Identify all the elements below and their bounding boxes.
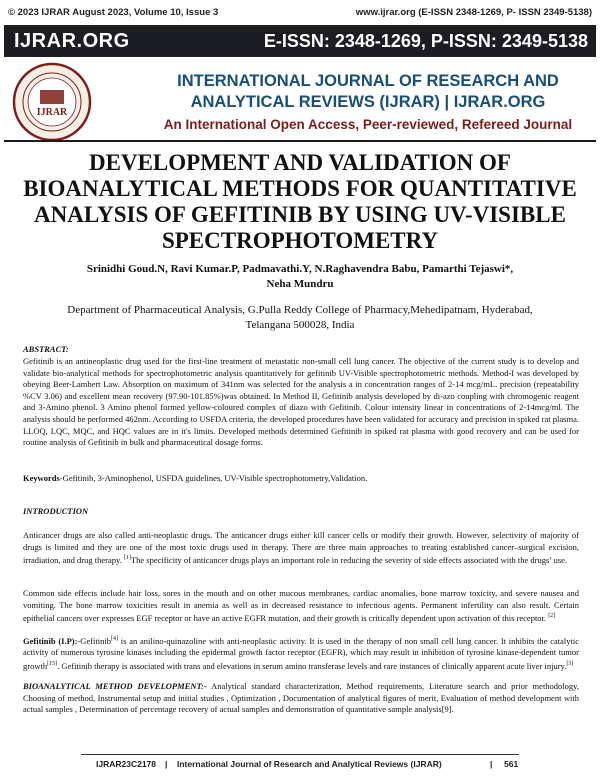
- journal-title-line1: INTERNATIONAL JOURNAL OF RESEARCH AND: [177, 72, 559, 90]
- banner-issn: E-ISSN: 2348-1269, P-ISSN: 2349-5138: [263, 31, 588, 51]
- gefitinib-paragraph: Gefitinib (I.P):-Gefitinib[4] is an anilino-quinazoline with anti-neoplastic activity. It is used in the therapy of non small cell lung cancer. It inhibits the catalytic activity of numerous tyrosine kinases including the epidermal growth factor receptor (EGFR), which may result in inhibition of tyrosine kinase-dependent tumor growth[15]. Gefitinib therapy is associated with trans and elevations in serum amino transferase levels and rare instances of clinically apparent acute liver injury.[3]: [23, 635, 579, 671]
- keywords: [23, 473, 579, 485]
- running-header-left: © 2023 IJRAR August 2023, Volume 10, Issue 3: [8, 7, 219, 18]
- ref-15: [15]: [47, 661, 58, 668]
- intro-heading: INTRODUCTION: [23, 506, 89, 516]
- intro-paragraph-1: Anticancer drugs are also called anti-neoplastic drugs. The anticancer drugs either kill cancer cells or modify their growth. However, selectivity of majority of drugs is limited and they are one of the most toxic drugs used in therapy. There are three main approaches to treating established cancer–surgical excision, irradiation, and drug therapy. [1]The specificity of anticancer drugs plays an important role in reducing the severity of side effects associated with the drugs’ use.: [23, 530, 579, 566]
- footer-separator-1: |: [165, 759, 168, 769]
- running-header: [8, 7, 592, 19]
- banner-site: IJRAR.ORG: [14, 30, 130, 52]
- ref-2: [2]: [548, 613, 556, 620]
- footer-journal: International Journal of Research and Analytical Reviews (IJRAR): [177, 759, 442, 769]
- affiliation-line2: Telangana 500028, India: [245, 319, 355, 331]
- page-footer: [0, 754, 600, 776]
- footer-paper-id: IJRAR23C2178: [96, 759, 157, 769]
- journal-title-line2: ANALYTICAL REVIEWS (IJRAR) | IJRAR.ORG: [190, 93, 546, 111]
- authors-line2: Neha Mundru: [266, 278, 334, 290]
- affiliation-line1: Department of Pharmaceutical Analysis, G.Pulla Reddy College of Pharmacy,Mehedipatnam, Hyderabad,: [67, 304, 533, 316]
- footer-separator-2: |: [490, 759, 493, 769]
- keywords-text: -Gefitinib, 3-Aminophenol, USFDA guidelines, UV-Visible spectrophotometry,Validation.: [59, 473, 368, 483]
- journal-subtitle: An International Open Access, Peer-reviewed, Refereed Journal: [163, 117, 573, 132]
- intro-paragraph-2: Common side effects include hair loss, sores in the mouth and on other mucous membranes, cardiac anomalies, bone marrow toxicity, and severe nausea and vomiting. The bone marrow toxicities result in anemia as well as in decreased resistance to infectious agents. Permanent infertility can also result. Certain epithelial cancers over expresses EGF receptor or have an active EGFR mutation, and their growth is critically dependent upon activation of this receptor. [2]: [23, 588, 579, 624]
- ref-3: [3]: [566, 661, 574, 668]
- gefitinib-label: Gefitinib (I.P):: [23, 635, 78, 646]
- authors-line1: Srinidhi Goud.N, Ravi Kumar.P, Padmavathi.Y, N.Raghavendra Babu, Pamarthi Tejaswi*,: [86, 263, 514, 275]
- header-divider: [4, 140, 596, 142]
- abstract-text: Gefitinib is an antineoplastic drug used for the first-line treatment of metastatic non-small cell lung cancer. The objective of the current study is to develop and validate bio-analytical methods for spectrophotometric analysis quantitatively for gefitinib UV-Visible spectrophotometric methods. Method-I was developed by obeying Beer-Lambert Law. Absorption on maximum of 341nm was selected for the analysis a in concentration ranges of 2-14 mcg/mL. precision (repeatability %CV 3.06) and excellent mean recovery (97.90-101.85%)was obtained. In Method II, Gefitinib analysis developed by di-azo coupling with chromogenic reagent and 3-Amino phenol. 3 Amino phenol formed yellow-coloured complex of diazo with Gefitinib. Colour intensity linear in concentrations of 2-14mcg/ml. The analysis should be performed 462nm. According to USFDA criteria, the developed procedures have been validated for accuracy and precision in spiked rat plasma. LLOQ, LQC, MQC, and HQC values are in it's limits. Developed methods determined Gefitinib in spiked rat plasma with good recovery and can be used for routine analysis of Gefitinib in bulk and pharmaceutical dosage forms.: [23, 356, 579, 448]
- logo-text: IJRAR: [36, 107, 68, 118]
- abstract-heading: ABSTRACT:: [23, 344, 69, 354]
- ref-1: [1]: [123, 555, 131, 562]
- authors: [30, 262, 570, 292]
- affiliation: [20, 303, 580, 333]
- keywords-label: Keywords: [23, 473, 60, 483]
- journal-banner: [4, 25, 596, 57]
- footer-page-number: 561: [504, 759, 519, 769]
- ref-4: [4]: [111, 636, 118, 642]
- running-header-right: www.ijrar.org (E-ISSN 2348-1269, P- ISSN 2349-5138): [355, 7, 592, 18]
- footer-rule: [81, 754, 519, 755]
- bioanalytical-label: BIOANALYTICAL METHOD DEVELOPMENT:-: [23, 681, 207, 691]
- bioanalytical-paragraph: BIOANALYTICAL METHOD DEVELOPMENT:- Analytical standard characterization, Method requirements, Literature search and prior methodology, Choosing of method, Instrumental setup and initial studies , Optimization , Documentation of analytical figures of merit, Evaluation of method development with actual samples , Determination of percentage recovery of actual samples and demonstration of quantitative sample analysis[9].: [23, 681, 579, 715]
- journal-logo: [12, 62, 92, 142]
- paper-title: DEVELOPMENT AND VALIDATION OF BIOANALYTICAL METHODS FOR QUANTITATIVE ANALYSIS OF GEFITINIB BY USING UV-VISIBLE SPECTROPHOTOMETRY: [23, 150, 577, 253]
